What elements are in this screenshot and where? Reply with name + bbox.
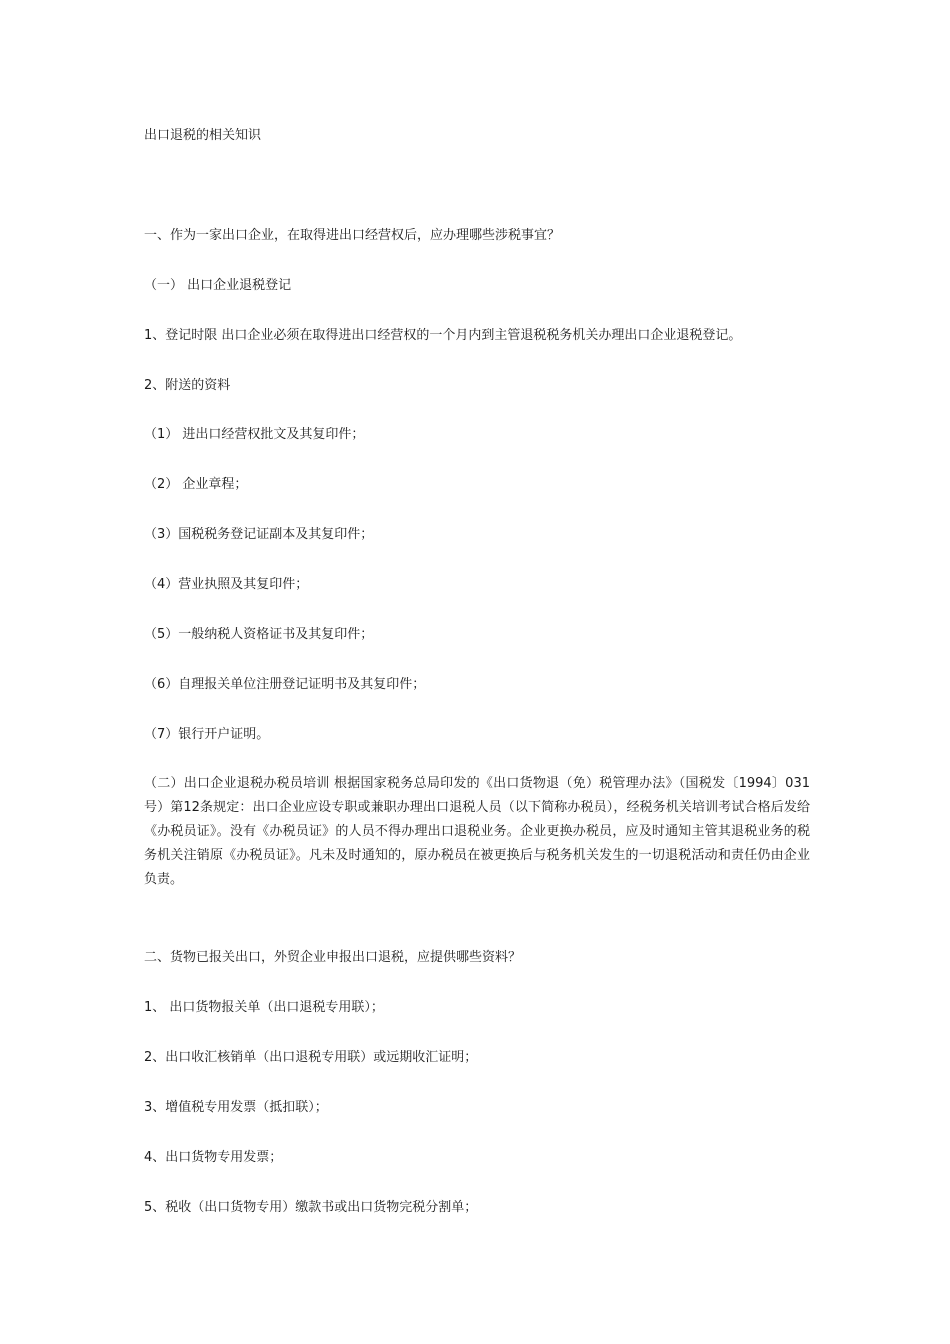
attachment-item: （4）营业执照及其复印件； [144, 577, 309, 592]
attachment-item: （6）自理报关单位注册登记证明书及其复印件； [144, 677, 426, 692]
section-2-question: 二、货物已报关出口，外贸企业申报出口退税，应提供哪些资料？ [144, 950, 522, 965]
attachment-item: （2） 企业章程； [144, 477, 248, 492]
section-1-question: 一、作为一家出口企业，在取得进出口经营权后，应办理哪些涉税事宜？ [144, 228, 561, 243]
required-document-item: 5、税收（出口货物专用）缴款书或出口货物完税分割单； [144, 1200, 478, 1215]
attachment-item: （1） 进出口经营权批文及其复印件； [144, 427, 365, 442]
attachment-item: （3）国税税务登记证副本及其复印件； [144, 527, 374, 542]
attachment-item: （5）一般纳税人资格证书及其复印件； [144, 627, 374, 642]
subsection-1-heading: （一） 出口企业退税登记 [144, 278, 292, 293]
attached-materials-heading: 2、附送的资料 [144, 378, 231, 393]
required-document-item: 4、出口货物专用发票； [144, 1150, 283, 1165]
required-document-item: 3、增值税专用发票（抵扣联）； [144, 1100, 328, 1115]
document-title: 出口退税的相关知识 [144, 128, 262, 143]
attachment-item: （7）银行开户证明。 [144, 727, 270, 742]
training-paragraph: （二）出口企业退税办税员培训 根据国家税务总局印发的《出口货物退（免）税管理办法》（国税发〔1994〕031号）第12条规定：出口企业应设专职或兼职办理出口退税人员（以下简称办税员），经税务机关培训考试合格后发给《办税员证》。没有《办税员证》的人员不得办理出口退税业务。企业更换办税员，应及时通知主管其退税业务的税务机关注销原《办税员证》。凡未及时通知的，原办税员在被更换后与税务机关发生的一切退税活动和责任仍由企业负责。 [144, 776, 810, 887]
required-document-item: 1、 出口货物报关单（出口退税专用联）； [144, 1000, 384, 1015]
required-document-item: 2、出口收汇核销单（出口退税专用联）或远期收汇证明； [144, 1050, 478, 1065]
registration-deadline-item: 1、登记时限 出口企业必须在取得进出口经营权的一个月内到主管退税税务机关办理出口企业退税登记。 [144, 328, 742, 343]
